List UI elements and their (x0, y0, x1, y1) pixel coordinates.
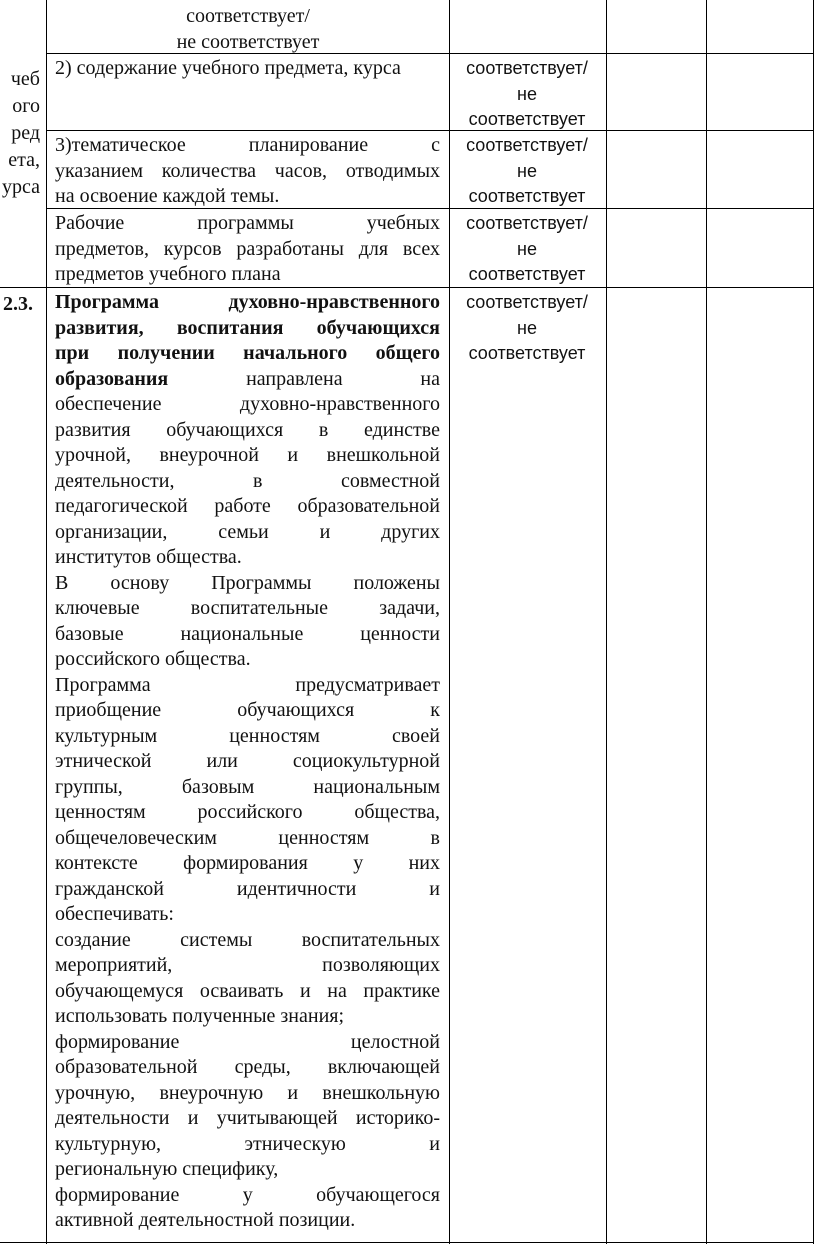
row3-status (452, 211, 602, 288)
description-line: культурным ценностям своей (55, 724, 440, 747)
description-line: урочной, внеурочной и внешкольной (55, 444, 440, 466)
fragment-line: ета, (8, 149, 40, 171)
description-line: ключевые воспитательные задачи, (55, 597, 440, 619)
row2-description (55, 133, 440, 210)
status-line: соответствует/ (186, 5, 310, 27)
description-line: культурную, этническую и (55, 1132, 440, 1155)
description-line: использовать полученные знания; (55, 1005, 345, 1027)
table-border (0, 1242, 814, 1243)
description-bold-word: образования (55, 367, 169, 390)
description-line: урочную, внеурочную и внешкольную (55, 1081, 440, 1104)
description-line: базовые национальные ценности (55, 622, 440, 645)
description-line: предметов учебного плана (55, 263, 281, 285)
description-line: обеспечение духовно-нравственного (55, 393, 440, 415)
description-bold-line: Программа духовно-нравственного (55, 291, 440, 313)
description-line: контексте формирования у них (55, 852, 440, 874)
description-line: Рабочие программы учебных (55, 212, 440, 234)
row1-description (55, 56, 440, 82)
description-line: этнической или социокультурной (55, 750, 440, 772)
fragment-line: ред (11, 122, 40, 144)
description-line: активной деятельностной позиции. (55, 1209, 356, 1231)
status-line: соответствует (468, 186, 586, 206)
description-line: мероприятий, позволяющих (55, 954, 440, 976)
status-line: соответствует/ (466, 135, 588, 155)
description-line: общечеловеческим ценностям в (55, 826, 440, 849)
description-line: региональную специфику, (55, 1158, 279, 1180)
row1-status (452, 56, 602, 133)
table-border (606, 0, 607, 1244)
description-bold-line: при получении начального общего (55, 342, 440, 364)
description-line: российского общества. (55, 648, 251, 670)
description-line: указанием количества часов, отводимых (55, 159, 440, 182)
description-line: 3)тематическое планирование с (55, 134, 440, 156)
status-line: не (517, 238, 537, 259)
table-border (46, 130, 814, 131)
table-border (449, 0, 450, 1244)
row3-description (55, 211, 440, 288)
description-line: обеспечивать: (55, 903, 174, 925)
description-line: институтов общества. (55, 546, 242, 568)
row2-status (452, 133, 602, 210)
status-line: не (517, 317, 537, 338)
description-line: на освоение каждой темы. (55, 185, 280, 207)
description-line: обучающемуся осваивать и на практике (55, 979, 440, 1002)
status-line: соответствует (468, 343, 586, 363)
description-text: направлена на (246, 367, 440, 390)
description-line: образовательной среды, включающей (55, 1056, 440, 1078)
description-line: развития обучающихся в единстве (55, 418, 440, 441)
left-column-fragment (0, 66, 40, 201)
description-line: 2) содержание учебного предмета, курса (55, 57, 401, 79)
row4-status (452, 290, 602, 367)
status-line: не (517, 160, 537, 181)
table-border (46, 0, 47, 1244)
description-line: формирование целостной (55, 1030, 440, 1053)
table-border (706, 0, 707, 1244)
table-border (813, 0, 814, 1244)
status-line: соответствует/ (466, 213, 588, 233)
status-line: соответствует/ (466, 292, 588, 312)
fragment-line: ого (12, 95, 40, 117)
description-line: ценностям российского общества, (55, 801, 440, 823)
description-line: деятельности и учитывающей историко- (55, 1107, 440, 1129)
status-line: соответствует/ (466, 58, 588, 78)
description-line: предметов, курсов разработаны для всех (55, 237, 440, 260)
description-line: организации, семьи и других (55, 520, 440, 543)
row0-description (52, 4, 444, 55)
status-line: не (517, 83, 537, 104)
description-mixed-line (55, 367, 440, 393)
description-line: В основу Программы положены (55, 571, 440, 594)
description-line: деятельности, в совместной (55, 469, 440, 492)
status-line: соответствует (468, 264, 586, 284)
description-line: группы, базовым национальным (55, 775, 440, 798)
description-line: Программа предусматривает (55, 673, 440, 696)
row4-description (55, 290, 440, 1234)
status-line: не соответствует (176, 30, 320, 53)
description-line: приобщение обучающихся к (55, 699, 440, 721)
fragment-line: чеб (10, 68, 40, 90)
status-line: соответствует (468, 109, 586, 129)
description-line: гражданской идентичности и (55, 877, 440, 900)
fragment-line: урса (2, 176, 40, 198)
description-line: формирование у обучающегося (55, 1183, 440, 1206)
description-bold-line: развития, воспитания обучающихся (55, 316, 440, 339)
description-line: педагогической работе образовательной (55, 495, 440, 517)
row4-number: 2.3. (3, 293, 33, 315)
description-line: создание системы воспитательных (55, 928, 440, 951)
